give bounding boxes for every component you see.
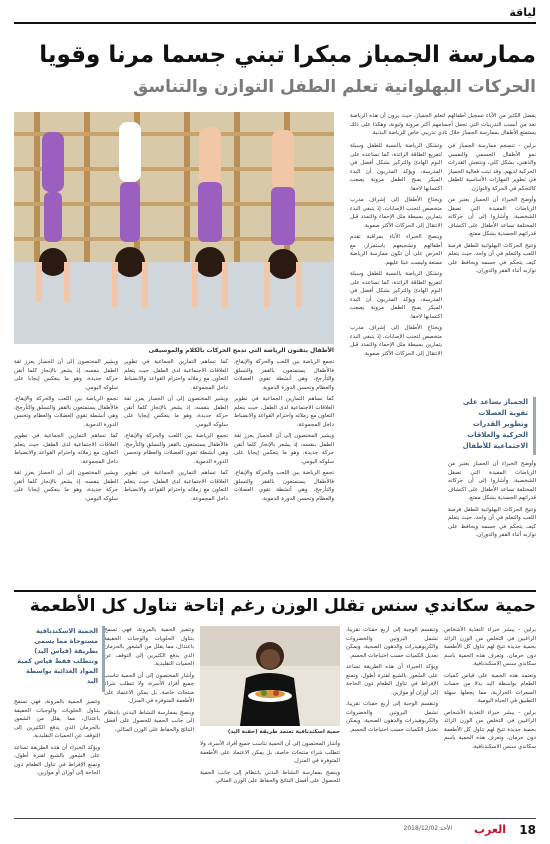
children-handstand-illustration [14,112,334,344]
paragraph: كما تساهم التمارين الجماعية في تطوير العلاقات الاجتماعية لدى الطفل، حيث يتعلم التعاون مع زملائه واحترام القواعد والانضباط داخل المجموعة. [234,396,334,428]
gymnastics-photo [14,112,334,344]
article1-column-right-continued [448,460,536,582]
article2-column-b [346,626,438,814]
diet-photo [200,626,340,726]
paragraph: وتنقسم الوجبة إلى أربع حفنات تقريبا، تشمل البروتين والخضروات والكربوهيدرات والدهون الصحية، ويمكن تعديل الكميات حسب احتياجات الجسم. [346,627,438,659]
paragraph: وأوضح الخبراء أن الجمباز يعتبر من الرياضات المفيدة التي تصقل الشخصية، وأشاروا إلى أن حركاته المختلفة تساعد الأطفال على اكتشاف قدراتهم الجسدية بشكل ممتع. [448,461,536,501]
section-rubric [14,6,536,24]
page-number: 18 [519,823,536,837]
paragraph: ويحتاج الأطفال إلى إشراف مدرب متخصص لتجنب الإصابات، إذ ينبغي البدء بتمارين بسيطة مثل الإحماء والتمدد قبل الانتقال إلى الحركات الأكثر صعوبة. [350,325,442,357]
article2-column-c [200,740,340,814]
issue-date: الأحد 2018/12/02 [403,825,452,832]
paragraph: وأشار المختصون إلى أن الحمية تناسب جميع أفراد الأسرة، ولا تتطلب شراء منتجات خاصة، بل يمكن الاعتماد على الأطعمة المتوفرة في المنزل. [104,672,194,704]
section-label: لياقة [509,6,536,19]
woman-with-plate-illustration [200,626,340,726]
paragraph: ويشير المختصون إلى أن الجمباز يعزز ثقة الطفل بنفسه، إذ يشعر بالإنجاز كلما أتقن حركة جديدة، وهو ما ينعكس إيجابا على سلوكه اليومي. [234,433,334,465]
page-footer [14,818,536,839]
photo-caption: الأطفال يتقنون الرياضة التي تدمج الحركات بالكلام والموسيقى [148,347,334,354]
article1-intro [350,112,536,138]
paragraph: وينصح بممارسة النشاط البدني بانتظام إلى جانب الحمية للحصول على أفضل النتائج والحفاظ على الوزن المثالي. [104,709,194,733]
paragraph: تجمع الرياضة بين اللعب والحركة والإيقاع، فالأطفال يستمتعون بالقفز والتسلق والتأرجح، وهي أنشطة تقوي العضلات والعظام وتحسن الدورة الدموية. [124,433,228,465]
paragraph: تجمع الرياضة بين اللعب والحركة والإيقاع، فالأطفال يستمتعون بالقفز والتسلق والتأرجح، وهي أنشطة تقوي العضلات والعظام وتحسن الدورة الدموية. [234,470,334,502]
diet-photo-caption: حمية اسكندنافية تعتمد طريقة (حفنة اليد) [227,729,340,735]
paragraph: تجمع الرياضة بين اللعب والحركة والإيقاع، فالأطفال يستمتعون بالقفز والتسلق والتأرجح، وهي أنشطة تقوي العضلات والعظام وتحسن الدورة الدموية. [234,359,334,391]
article2-column-d [104,626,194,814]
paragraph: وأشار المختصون إلى أن الحمية تناسب جميع أفراد الأسرة، ولا تتطلب شراء منتجات خاصة، بل يمكن الاعتماد على الأطعمة المتوفرة في المنزل. [200,741,340,764]
paragraph: كما تساهم التمارين الجماعية في تطوير العلاقات الاجتماعية لدى الطفل، حيث يتعلم التعاون مع زملائه واحترام القواعد والانضباط داخل المجموعة. [14,433,118,465]
paragraph: وتشكل الرياضة بالنسبة للطفل وسيلة لتفريغ الطاقة الزائدة، كما تساعده على النوم الهادئ والتركيز بشكل أفضل في المدرسة، ويؤكد المدربون أن البدء المبكر يمنح الطفل مرونة يصعب اكتسابها لاحقا. [350,143,442,192]
paragraph: وأوضح الخبراء أن الجمباز يعتبر من الرياضات المفيدة التي تصقل الشخصية، وأشاروا إلى أن حركاته المختلفة تساعد الأطفال على اكتشاف قدراتهم الجسدية بشكل ممتع. [448,197,536,237]
paragraph: ويحتاج الأطفال إلى إشراف مدرب متخصص لتجنب الإصابات، إذ ينبغي البدء بتمارين بسيطة مثل الإحماء والتمدد قبل الانتقال إلى الحركات الأكثر صعوبة. [350,197,442,229]
paragraph: وتعتمد هذه الحمية على قياس كميات الطعام بواسطة اليد بدلا من حساب السعرات الحرارية، مما يجعلها سهلة التطبيق في الحياة اليومية. [444,672,536,704]
article2-pullquote: الحمية الاسكندنافية مستوحاة مما يسمى بطريقة (قياس اليد) وتتطلب فقط قياس كمية المواد الغذائية بواسطة اليد [14,626,105,692]
article1-column-right [448,142,536,392]
paragraph: ويشير المختصون إلى أن الجمباز يعزز ثقة الطفل بنفسه، إذ يشعر بالإنجاز كلما أتقن حركة جديدة، وهو ما ينعكس إيجابا على سلوكه اليومي. [124,396,228,428]
paragraph: ويشير المختصون إلى أن الجمباز يعزز ثقة الطفل بنفسه، إذ يشعر بالإنجاز كلما أتقن حركة جديدة، وهو ما ينعكس إيجابا على سلوكه اليومي. [14,470,118,502]
article1-column-bottom-a [234,358,334,586]
paragraph: ويؤكد الخبراء أن هذه الطريقة تساعد على الشعور بالشبع لفترة أطول، وتمنع الإفراط في تناول الطعام دون الحاجة إلى أوزان أو موازين. [346,664,438,696]
paragraph: كما تساهم التمارين الجماعية في تطوير العلاقات الاجتماعية لدى الطفل، حيث يتعلم التعاون مع زملائه واحترام القواعد والانضباط داخل المجموعة. [124,359,228,391]
paragraph: وينصح بممارسة النشاط البدني بانتظام إلى جانب الحمية للحصول على أفضل النتائج والحفاظ على الوزن المثالي. [200,769,340,784]
paragraph: ويشير المختصون إلى أن الجمباز يعزز ثقة الطفل بنفسه، إذ يشعر بالإنجاز كلما أتقن حركة جديدة، وهو ما ينعكس إيجابا على سلوكه اليومي. [14,359,118,391]
paragraph: وتشكل الرياضة بالنسبة للطفل وسيلة لتفريغ الطاقة الزائدة، كما تساعده على النوم الهادئ والتركيز بشكل أفضل في المدرسة، ويؤكد المدربون أن البدء المبكر يمنح الطفل مرونة يصعب اكتسابها لاحقا. [350,271,442,320]
paragraph: وينصح الخبراء الآباء بمراقبة تقدم أطفالهم وتشجيعهم باستمرار، مع الحرص على أن تكون ممارسة الرياضة ممتعة وليست عبئا عليهم. [350,234,442,266]
paragraph: ويؤكد الخبراء أن هذه الطريقة تساعد على الشعور بالشبع لفترة أطول، وتمنع الإفراط في تناول الطعام دون الحاجة إلى أوزان أو موازين. [14,744,100,776]
article1-column-bottom-b [124,358,228,586]
paragraph: وتتميز الحمية بالمرونة، فهي تسمح بتناول الحلويات والوجبات الخفيفة باعتدال، مما يقلل من الشعور بالحرمان الذي يدفع الكثيرين إلى التوقف عن الحميات التقليدية. [14,699,100,739]
article2-headline: حمية سكاندي سنس تقلل الوزن رغم إتاحة تناول كل الأطعمة [29,596,536,616]
paragraph: كما تساهم التمارين الجماعية في تطوير العلاقات الاجتماعية لدى الطفل، حيث يتعلم التعاون مع زملائه واحترام القواعد والانضباط داخل المجموعة. [124,470,228,502]
article-divider [14,590,536,592]
article1-subhead: الحركات البهلوانية تعلم الطفل التوازن والتناسق [133,77,536,97]
newspaper-logo: العرب [473,823,506,836]
article1-headline: ممارسة الجمباز مبكرا تبني جسما مرنا وقويا [39,42,536,68]
intro-paragraph: يفضل الكثير من الآباء تسجيل أطفالهم لتعلم الجمباز، حيث يرون أن هذه الرياضة تعد من أنسب التدريبات التي تجعل أجسامهم أكثر مرونة وليونة، وهكذا على ذلك يستمتع الأطفال بممارسة الجمباز خلال نادي تدريبي خاص للرياضة البدنية. [350,113,536,136]
article1-column-bottom-c [14,358,118,586]
paragraph: برلين - يبشر خبراء التغذية الأشخاص الراغبين في التخلص من الوزن الزائد بحمية جديدة تتيح لهم تناول كل الأطعمة دون حرمان، وتعرف هذه الحمية باسم سكاندي سنس الاسكندنافية. [444,627,536,667]
paragraph: وتنقسم الوجبة إلى أربع حفنات تقريبا، تشمل البروتين والخضروات والكربوهيدرات والدهون الصحية، ويمكن تعديل الكميات حسب احتياجات الجسم. [346,701,438,733]
article2-column-a [444,626,536,814]
paragraph: وتتيح الحركات البهلوانية للطفل فرصة اللعب والتعلم في آن واحد، حيث يتعلم كيف يتحكم في جسمه ويحافظ على توازنه أثناء القفز والدوران. [448,506,536,538]
paragraph: برلين - تنسجم ممارسة الجمباز في نمو الأطفال الجسمي والنفسي والذهني، بشكل كلي، وتنتعش القدرات الحركية لديهم، وقد ثبتت فعالية الجمباز في تطوير المهارات الأساسية للطفل كالتحكم في الحركة والتوازن. [448,143,536,192]
section-rule [14,22,536,24]
article2-column-e [14,698,100,814]
paragraph: وتتيح الحركات البهلوانية للطفل فرصة اللعب والتعلم في آن واحد، حيث يتعلم كيف يتحكم في جسمه ويحافظ على توازنه أثناء القفز والدوران. [448,242,536,274]
paragraph: تجمع الرياضة بين اللعب والحركة والإيقاع، فالأطفال يستمتعون بالقفز والتسلق والتأرجح، وهي أنشطة تقوي العضلات والعظام وتحسن الدورة الدموية. [14,396,118,428]
article1-pullquote: الجمباز يساعد على تقوية العضلات وتطوير القدرات الحركية والعلاقات الاجتماعية للأطفال [458,397,536,455]
paragraph: برلين - يبشر خبراء التغذية الأشخاص الراغبين في التخلص من الوزن الزائد بحمية جديدة تتيح لهم تناول كل الأطعمة دون حرمان، وتعرف هذه الحمية باسم سكاندي سنس الاسكندنافية. [444,709,536,750]
article1-column-middle [350,142,442,582]
paragraph: وتتميز الحمية بالمرونة، فهي تسمح بتناول الحلويات والوجبات الخفيفة باعتدال، مما يقلل من الشعور بالحرمان الذي يدفع الكثيرين إلى التوقف عن الحميات التقليدية. [104,627,194,667]
